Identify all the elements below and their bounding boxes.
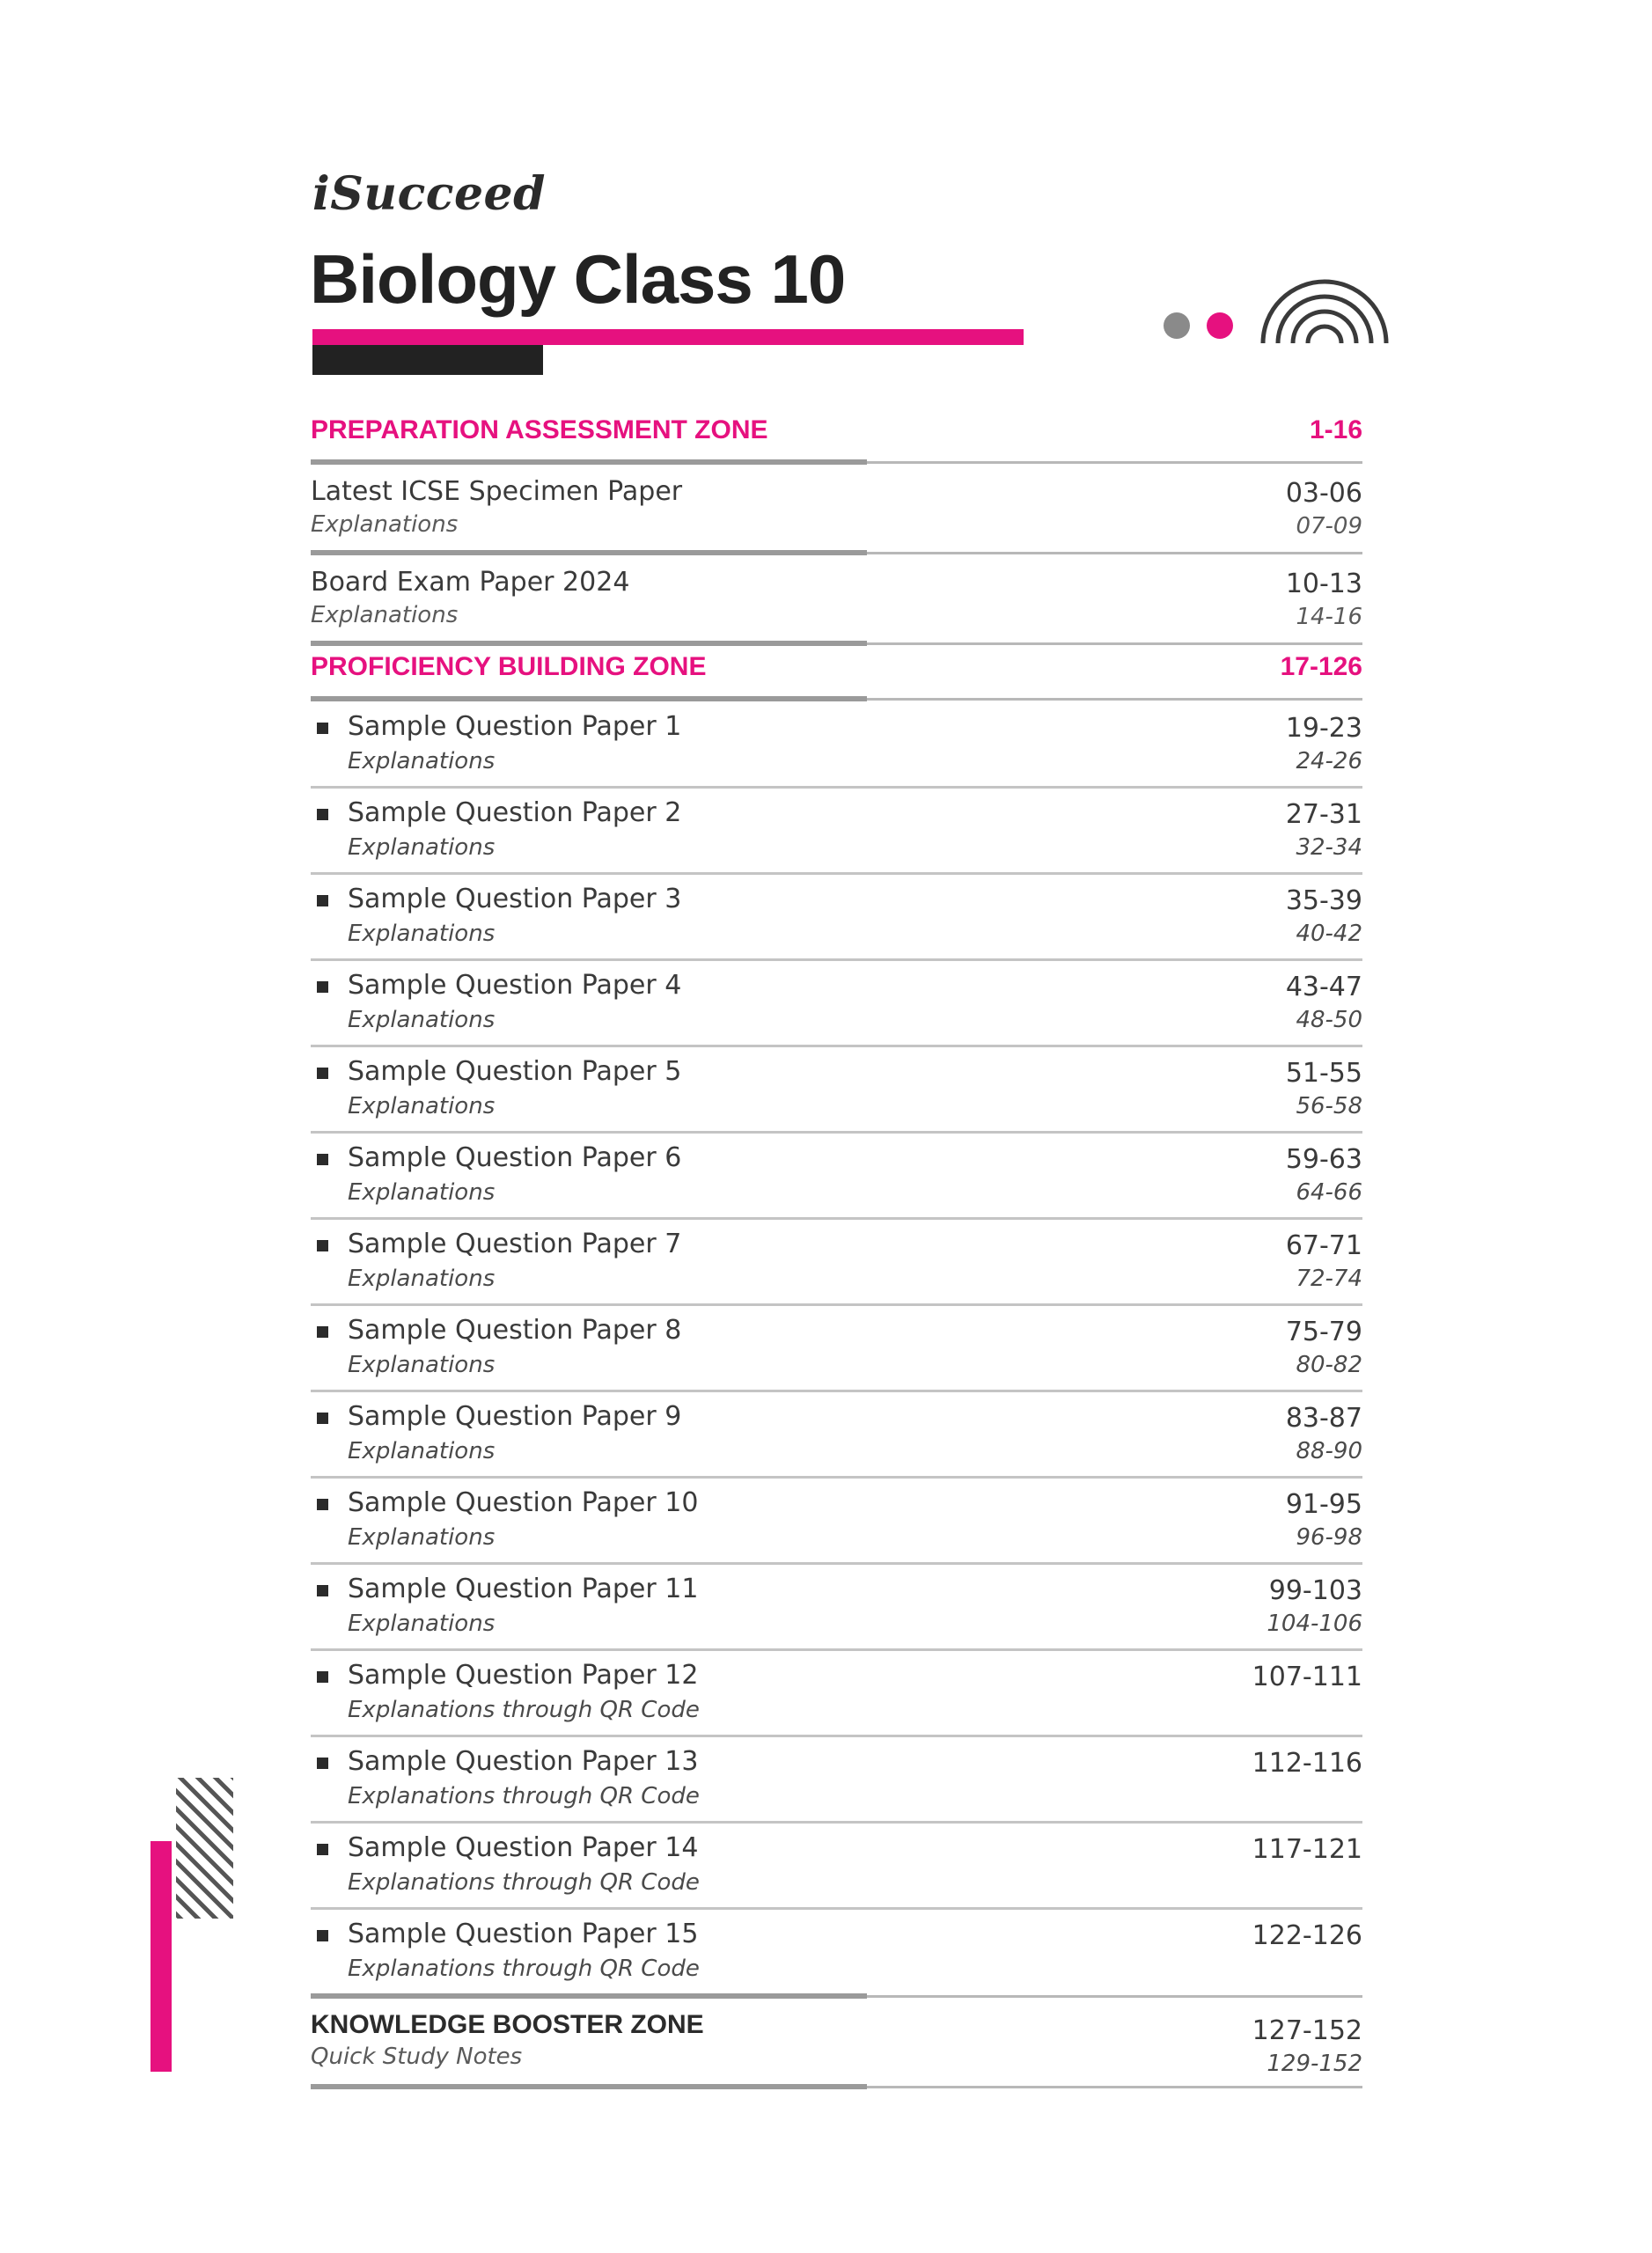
entry-pages: 91-95 [1285, 1489, 1362, 1520]
entry-subtitle: Explanations through QR Code [348, 1869, 700, 1896]
entry-title: Sample Question Paper 7 [348, 1229, 682, 1259]
entry-title: Sample Question Paper 6 [348, 1142, 682, 1173]
entry-pages: 83-87 [1285, 1403, 1362, 1434]
entry-pages: 03-06 [1285, 478, 1362, 509]
toc-entry-sample-paper [311, 1737, 1362, 1824]
entry-pages: 117-121 [1252, 1834, 1362, 1865]
section-rule [311, 1993, 1362, 2000]
title-underline-dark [312, 345, 543, 375]
entry-title: Board Exam Paper 2024 [311, 567, 630, 598]
zone-title: PREPARATION ASSESSMENT ZONE [311, 415, 768, 444]
zone-proficiency-building [311, 647, 1362, 696]
zone-pages: 127-152 [1252, 2015, 1362, 2046]
toc-entry-sample-paper [311, 1824, 1362, 1910]
entry-pages: 75-79 [1285, 1317, 1362, 1347]
bullet-square-icon [317, 1585, 328, 1596]
sample-paper-list [311, 702, 1362, 1993]
zone-title: PROFICIENCY BUILDING ZONE [311, 652, 707, 681]
section-rule [311, 550, 1362, 556]
entry-title: Sample Question Paper 12 [348, 1660, 699, 1691]
toc-entry-sample-paper [311, 961, 1362, 1047]
toc-entry-specimen [311, 466, 1362, 550]
entry-title: Latest ICSE Specimen Paper [311, 476, 683, 507]
zone-pages: 17-126 [1280, 652, 1362, 681]
bullet-square-icon [317, 1758, 328, 1769]
entry-pages: 122-126 [1252, 1920, 1362, 1951]
entry-subtitle: Explanations through QR Code [348, 1783, 700, 1809]
entry-subtitle: Explanations [348, 1524, 496, 1551]
entry-title: Sample Question Paper 3 [348, 884, 682, 914]
section-rule [311, 459, 1362, 466]
entry-subtitle: Explanations [348, 1093, 496, 1119]
bullet-square-icon [317, 1154, 328, 1165]
entry-pages: 51-55 [1285, 1058, 1362, 1089]
zone-pages: 1-16 [1309, 415, 1362, 444]
bullet-square-icon [317, 1068, 328, 1079]
dots-and-arcs-icon [1162, 264, 1399, 352]
bullet-square-icon [317, 1844, 328, 1855]
entry-sub-pages: 64-66 [1296, 1179, 1362, 1206]
zone-preparation-assessment [311, 410, 1362, 459]
toc-entry-sample-paper [311, 1565, 1362, 1651]
entry-title: Sample Question Paper 13 [348, 1746, 699, 1777]
entry-title: Sample Question Paper 9 [348, 1401, 682, 1432]
bullet-square-icon [317, 1671, 328, 1683]
entry-title: Sample Question Paper 11 [348, 1574, 699, 1604]
section-rule [311, 696, 1362, 702]
bullet-square-icon [317, 895, 328, 906]
toc-entry-sample-paper [311, 789, 1362, 875]
entry-pages: 10-13 [1285, 569, 1362, 599]
bullet-square-icon [317, 1413, 328, 1424]
entry-sub-pages: 104-106 [1267, 1611, 1362, 1637]
entry-title: Sample Question Paper 15 [348, 1919, 699, 1949]
toc-entry-sample-paper [311, 1392, 1362, 1479]
entry-title: Sample Question Paper 14 [348, 1832, 699, 1863]
entry-pages: 19-23 [1285, 713, 1362, 744]
bullet-square-icon [317, 1930, 328, 1941]
entry-pages: 112-116 [1252, 1748, 1362, 1779]
bullet-square-icon [317, 1326, 328, 1338]
bullet-square-icon [317, 1499, 328, 1510]
toc-entry-sample-paper [311, 1651, 1362, 1737]
toc-entry-sample-paper [311, 702, 1362, 789]
entry-subtitle: Explanations [348, 1266, 496, 1292]
entry-sub-pages: 48-50 [1296, 1007, 1362, 1033]
entry-sub-pages: 80-82 [1296, 1352, 1362, 1378]
entry-subtitle: Quick Study Notes [311, 2044, 523, 2070]
entry-pages: 35-39 [1285, 885, 1362, 916]
entry-sub-pages: 32-34 [1296, 834, 1362, 861]
entry-subtitle: Explanations [348, 1438, 496, 1464]
toc-entry-sample-paper [311, 1134, 1362, 1220]
entry-subtitle: Explanations [348, 1179, 496, 1206]
entry-sub-pages: 24-26 [1296, 748, 1362, 774]
toc-entry-sample-paper [311, 1910, 1362, 1993]
toc-entry-sample-paper [311, 1220, 1362, 1306]
entry-subtitle: Explanations [348, 834, 496, 861]
bullet-square-icon [317, 723, 328, 734]
bullet-square-icon [317, 981, 328, 993]
entry-subtitle: Explanations [348, 1352, 496, 1378]
entry-sub-pages: 129-152 [1267, 2051, 1362, 2077]
entry-sub-pages: 40-42 [1296, 921, 1362, 947]
entry-subtitle: Explanations through QR Code [348, 1956, 700, 1982]
toc-entry-board-exam [311, 556, 1362, 641]
bullet-square-icon [317, 1240, 328, 1251]
entry-subtitle: Explanations [348, 1611, 496, 1637]
section-rule [311, 2084, 1362, 2090]
entry-sub-pages: 72-74 [1296, 1266, 1362, 1292]
entry-sub-pages: 56-58 [1296, 1093, 1362, 1119]
bullet-square-icon [317, 809, 328, 820]
toc-entry-sample-paper [311, 875, 1362, 961]
entry-title: Sample Question Paper 10 [348, 1487, 699, 1518]
toc-entry-sample-paper [311, 1047, 1362, 1134]
entry-sub-pages: 14-16 [1296, 604, 1362, 630]
entry-sub-pages: 96-98 [1296, 1524, 1362, 1551]
toc-entry-sample-paper [311, 1306, 1362, 1392]
entry-pages: 99-103 [1268, 1575, 1362, 1606]
entry-title: Sample Question Paper 2 [348, 797, 682, 828]
entry-pages: 107-111 [1252, 1662, 1362, 1692]
brand-logo: iSucceed [312, 167, 546, 221]
entry-sub-pages: 88-90 [1296, 1438, 1362, 1464]
entry-pages: 59-63 [1285, 1144, 1362, 1175]
entry-title: Sample Question Paper 1 [348, 711, 682, 742]
toc-entry-sample-paper [311, 1479, 1362, 1565]
entry-sub-pages: 07-09 [1296, 513, 1362, 539]
entry-subtitle: Explanations through QR Code [348, 1697, 700, 1723]
entry-subtitle: Explanations [311, 602, 459, 628]
title-underline-pink [312, 329, 1024, 345]
entry-subtitle: Explanations [348, 748, 496, 774]
table-of-contents [311, 410, 1362, 2090]
entry-title: Sample Question Paper 5 [348, 1056, 682, 1087]
entry-pages: 27-31 [1285, 799, 1362, 830]
entry-subtitle: Explanations [311, 511, 459, 538]
section-rule [311, 641, 1362, 647]
zone-title: KNOWLEDGE BOOSTER ZONE [311, 2010, 704, 2039]
zone-knowledge-booster [311, 2000, 1362, 2084]
entry-title: Sample Question Paper 4 [348, 970, 682, 1001]
entry-title: Sample Question Paper 8 [348, 1315, 682, 1346]
page-title: Biology Class 10 [310, 240, 846, 318]
entry-subtitle: Explanations [348, 921, 496, 947]
entry-pages: 67-71 [1285, 1230, 1362, 1261]
entry-subtitle: Explanations [348, 1007, 496, 1033]
hatched-stripe-icon [145, 1778, 242, 2077]
entry-pages: 43-47 [1285, 972, 1362, 1002]
